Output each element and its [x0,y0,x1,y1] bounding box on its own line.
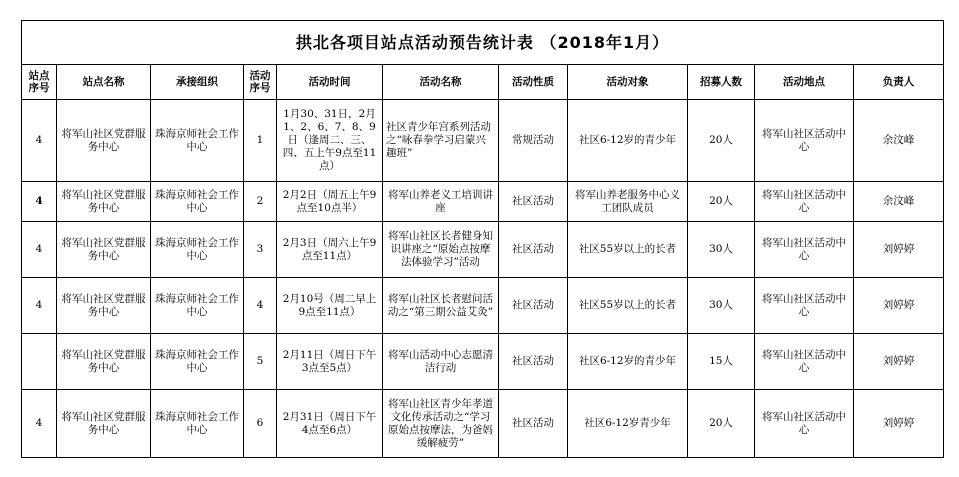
cell-act-name: 社区青少年宫系列活动之“咏春拳学习启蒙兴趣班” [383,100,499,182]
cell-target: 将军山养老服务中心义工团队成员 [568,182,688,222]
cell-site-name: 将军山社区党群服务中心 [57,390,151,458]
cell-act-no: 4 [244,278,277,334]
cell-act-name: 将军山养老义工培训讲座 [383,182,499,222]
cell-site-no [22,334,57,390]
cell-count: 30人 [688,278,755,334]
cell-act-no: 2 [244,182,277,222]
cell-org: 珠海京师社会工作中心 [151,100,244,182]
cell-leader: 刘婷婷 [854,334,944,390]
cell-site-no: 4 [22,100,57,182]
cell-place: 将军山社区活动中心 [755,390,854,458]
spreadsheet [21,20,938,458]
cell-act-no: 1 [244,100,277,182]
cell-count: 20人 [688,100,755,182]
cell-leader: 刘婷婷 [854,222,944,278]
cell-count: 30人 [688,222,755,278]
cell-leader: 刘婷婷 [854,278,944,334]
table-row [22,390,944,458]
cell-act-no: 6 [244,390,277,458]
header-place: 活动地点 [755,65,854,100]
header-org: 承接组织 [151,65,244,100]
cell-nature: 社区活动 [499,278,568,334]
cell-nature: 社区活动 [499,182,568,222]
header-act-no: 活动 序号 [244,65,277,100]
cell-org: 珠海京师社会工作中心 [151,182,244,222]
cell-org: 珠海京师社会工作中心 [151,390,244,458]
header-time: 活动时间 [277,65,383,100]
cell-site-name: 将军山社区党群服务中心 [57,182,151,222]
cell-nature: 社区活动 [499,390,568,458]
cell-target: 社区6-12岁青少年 [568,390,688,458]
header-nature: 活动性质 [499,65,568,100]
cell-leader: 余汶峰 [854,182,944,222]
cell-nature: 社区活动 [499,334,568,390]
cell-site-no: 4 [22,390,57,458]
cell-place: 将军山社区活动中心 [755,334,854,390]
table-row [22,278,944,334]
header-act-name: 活动名称 [383,65,499,100]
cell-site-name: 将军山社区党群服务中心 [57,100,151,182]
cell-act-no: 3 [244,222,277,278]
header-site-name: 站点名称 [57,65,151,100]
cell-leader: 余汶峰 [854,100,944,182]
cell-act-name: 将军山社区青少年孝道文化传承活动之“学习原始点按摩法，为爸妈缓解疲劳” [383,390,499,458]
cell-target: 社区55岁以上的长者 [568,222,688,278]
table-row [22,334,944,390]
cell-site-name: 将军山社区党群服务中心 [57,222,151,278]
cell-act-name: 将军山社区长者健身知识讲座之“原始点按摩法体验学习”活动 [383,222,499,278]
cell-target: 社区6-12岁的青少年 [568,100,688,182]
cell-site-name: 将军山社区党群服务中心 [57,278,151,334]
table-row [22,222,944,278]
cell-place: 将军山社区活动中心 [755,100,854,182]
table-title: 拱北各项目站点活动预告统计表 （2018年1月） [22,21,944,65]
cell-org: 珠海京师社会工作中心 [151,334,244,390]
header-target: 活动对象 [568,65,688,100]
cell-site-no: 4 [22,222,57,278]
cell-nature: 社区活动 [499,222,568,278]
cell-time: 2月2日（周五上午9点至10点半） [277,182,383,222]
table-row [22,100,944,182]
cell-time: 1月30、31日，2月1、2、6、7、8、9日（逢周二、三、四、五上午9点至11点） [277,100,383,182]
cell-org: 珠海京师社会工作中心 [151,222,244,278]
cell-time: 2月11日（周日下午3点至5点） [277,334,383,390]
header-site-no: 站点 序号 [22,65,57,100]
cell-target: 社区6-12岁的青少年 [568,334,688,390]
cell-leader: 刘婷婷 [854,390,944,458]
cell-site-name: 将军山社区党群服务中心 [57,334,151,390]
table-row [22,182,944,222]
cell-place: 将军山社区活动中心 [755,278,854,334]
cell-site-no: 4 [22,182,57,222]
cell-count: 20人 [688,390,755,458]
cell-nature: 常规活动 [499,100,568,182]
cell-time: 2月3日（周六上午9点至11点） [277,222,383,278]
cell-site-no: 4 [22,278,57,334]
activity-table [21,20,944,458]
cell-target: 社区55岁以上的长者 [568,278,688,334]
cell-place: 将军山社区活动中心 [755,222,854,278]
cell-act-name: 将军山社区长者慰问活动之“第三期公益艾灸” [383,278,499,334]
header-count: 招募人数 [688,65,755,100]
cell-time: 2月31日（周日下午4点至6点） [277,390,383,458]
cell-org: 珠海京师社会工作中心 [151,278,244,334]
cell-place: 将军山社区活动中心 [755,182,854,222]
cell-count: 20人 [688,182,755,222]
cell-count: 15人 [688,334,755,390]
cell-act-name: 将军山活动中心志愿清洁行动 [383,334,499,390]
cell-time: 2月10号（周二早上9点至11点） [277,278,383,334]
header-leader: 负责人 [854,65,944,100]
cell-act-no: 5 [244,334,277,390]
header-row [22,65,944,100]
